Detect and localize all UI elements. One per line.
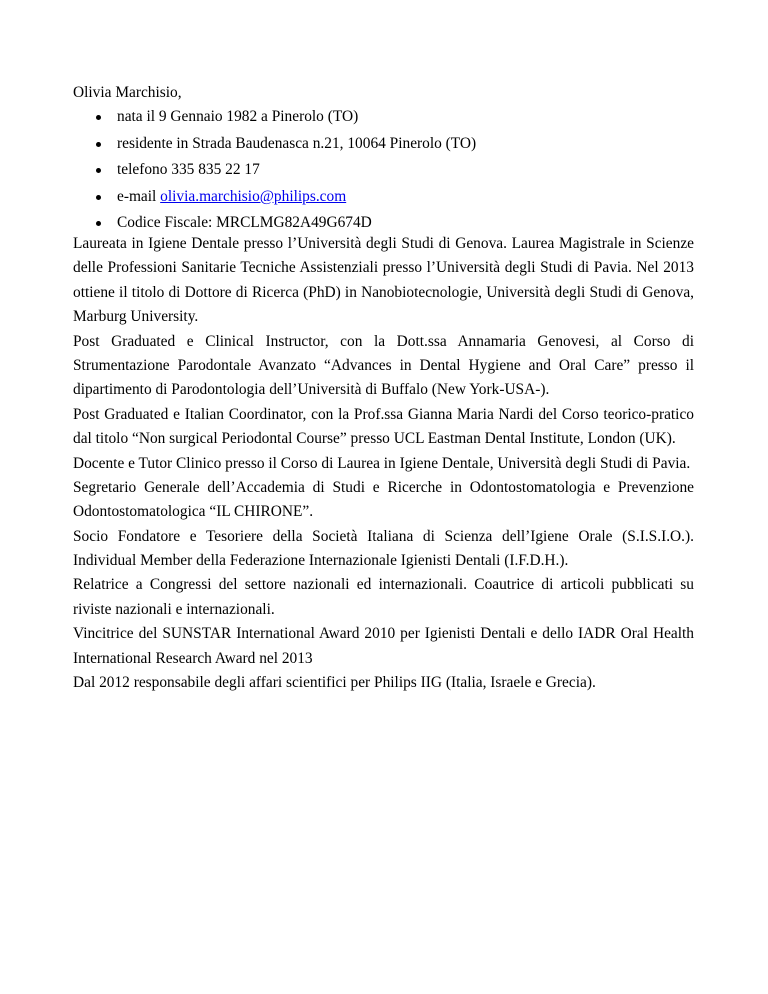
biography-line: Dal 2012 responsabile degli affari scientifici per Philips IIG (Italia, Israele e Grecia). (73, 674, 596, 692)
detail-email-line (117, 184, 346, 211)
detail-birth (0, 104, 768, 131)
email-link[interactable]: olivia.marchisio@philips.com (160, 187, 347, 205)
biography-line: Individual Member della Federazione Internazionale Igienisti Dentali (I.F.D.H.). (73, 552, 569, 570)
detail-fiscal-code-text: Codice Fiscale: MRCLMG82A49G674D (117, 214, 372, 231)
detail-phone (0, 157, 768, 184)
biography-line: Post Graduated e Clinical Instructor, con la Dott.ssa Annamaria Genovesi, al Corso di (73, 332, 694, 350)
email-prefix: e-mail (117, 187, 161, 205)
biography-line: dal titolo “Non surgical Periodontal Course” presso UCL Eastman Dental Institute, London (UK). (73, 430, 676, 448)
bullet-icon (96, 142, 101, 147)
detail-birth-text: nata il 9 Gennaio 1982 a Pinerolo (TO) (117, 108, 359, 125)
detail-email (0, 184, 768, 211)
detail-address-text: residente in Strada Baudenasca n.21, 10064 Pinerolo (TO) (117, 134, 477, 152)
bullet-icon (96, 221, 101, 226)
biography-line: ottiene il titolo di Dottore di Ricerca (PhD) in Nanobiotecnologie, Università degli Studi di Genova, (73, 283, 694, 301)
biography-line: Post Graduated e Italian Coordinator, con la Prof.ssa Gianna Maria Nardi del Corso teorico-pratico (73, 405, 694, 423)
bullet-icon (96, 168, 101, 173)
biography-line: riviste nazionali e internazionali. (73, 600, 275, 618)
biography-line: Docente e Tutor Clinico presso il Corso di Laurea in Igiene Dentale, Università degli Studi di Pavia. (73, 454, 691, 472)
biography-line: Strumentazione Parodontale Avanzato “Advances in Dental Hygiene and Oral Care” presso il (73, 356, 694, 374)
bullet-icon (96, 195, 101, 200)
biography-line: Odontostomatologica “IL CHIRONE”. (73, 503, 314, 521)
detail-phone-text: telefono 335 835 22 17 (117, 161, 260, 178)
bullet-icon (96, 115, 101, 120)
biography-line: delle Professioni Sanitarie Tecniche Assistenziali presso l’Università degli Studi di Pavia. Nel 2013 (73, 259, 694, 277)
personal-details-list (0, 104, 768, 237)
biography-line: dipartimento di Parodontologia dell’Università di Buffalo (New York-USA-). (73, 381, 550, 399)
biography-line: Segretario Generale dell’Accademia di Studi e Ricerche in Odontostomatologia e Prevenzione (73, 478, 694, 496)
biography-line: Vincitrice del SUNSTAR International Award 2010 per Igienisti Dentali e dello IADR Oral Health (73, 625, 694, 643)
detail-address (0, 131, 768, 158)
biography-line: International Research Award nel 2013 (73, 649, 313, 667)
biography-line: Marburg University. (73, 308, 199, 326)
biography-line: Socio Fondatore e Tesoriere della Società Italiana di Scienza dell’Igiene Orale (S.I.S.I.O.). (73, 527, 694, 545)
person-name: Olivia Marchisio, (73, 84, 182, 101)
biography-line: Relatrice a Congressi del settore nazionali ed internazionali. Coautrice di articoli pubblicati su (73, 576, 694, 594)
biography-line: Laureata in Igiene Dentale presso l’Università degli Studi di Genova. Laurea Magistrale in Scienze (73, 235, 694, 252)
biography (73, 232, 694, 695)
